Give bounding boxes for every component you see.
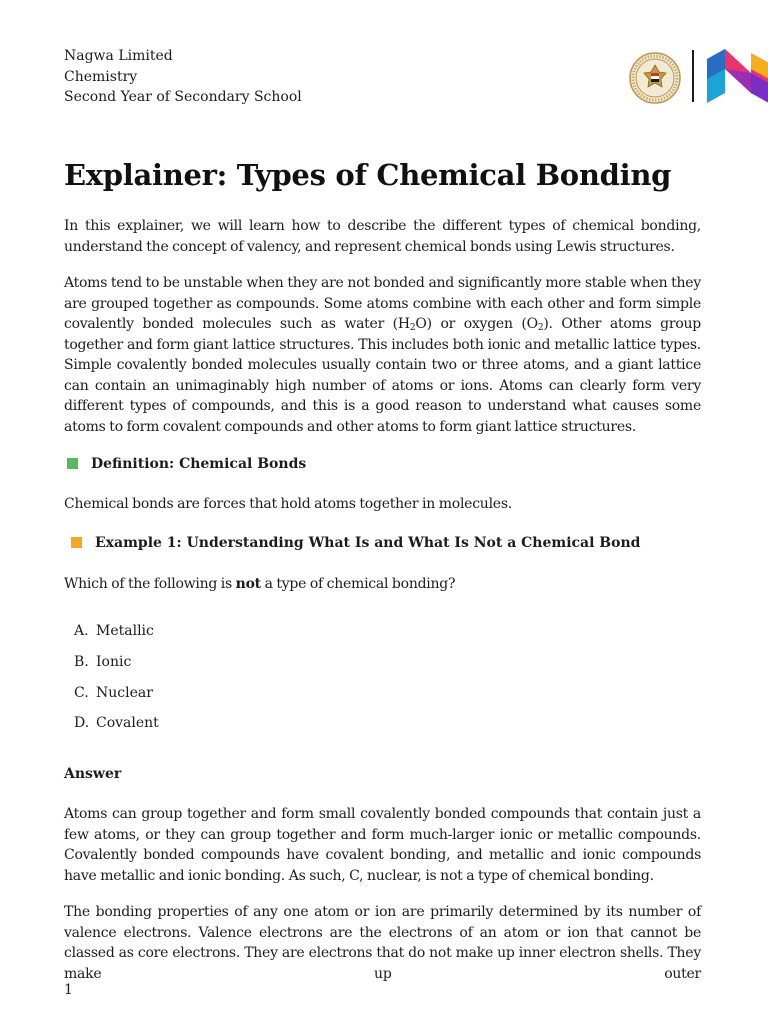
org-name: Nagwa Limited	[64, 48, 173, 64]
answer-heading: Answer	[64, 766, 122, 782]
answer-options	[74, 623, 159, 746]
example-heading: Example 1: Understanding What Is and What Is Not a Chemical Bond	[71, 535, 640, 551]
page-title: Explainer: Types of Chemical Bonding	[64, 158, 672, 192]
subject-name: Chemistry	[64, 68, 138, 85]
document-header	[64, 46, 302, 108]
definition-heading: Definition: Chemical Bonds	[67, 456, 306, 472]
option-a[interactable]: A. Metallic	[74, 623, 154, 639]
nagwa-logo-icon	[707, 49, 768, 103]
option-d[interactable]: D. Covalent	[74, 715, 159, 732]
logo-divider	[692, 50, 694, 102]
example-question: Which of the following is not a type of chemical bonding?	[64, 576, 456, 592]
page-number: 1	[64, 982, 73, 998]
definition-marker-icon	[67, 458, 78, 469]
example-marker-icon	[71, 537, 82, 548]
answer-paragraph-2: The bonding properties of any one atom or ion are primarily determined by its number of valence electrons. Valence electrons are the electrons of an atom or ion that cannot be classed as core electrons. They are electrons that do not make up inner electron shells. They make up outer	[64, 904, 701, 982]
header-logos	[629, 50, 768, 106]
answer-paragraph-1: Atoms can group together and form small covalently bonded compounds that contain just a few atoms, or they can group together and form much-larger ionic or metallic compounds. Covalently bonded compounds have covalent bonding, and metallic and ionic compounds have metallic and ionic bonding. As such, C, nuclear, is not a type of chemical bonding.	[64, 806, 701, 884]
ministry-seal-icon	[629, 52, 681, 104]
definition-text: Chemical bonds are forces that hold atoms together in molecules.	[64, 496, 512, 512]
option-c[interactable]: C. Nuclear	[74, 684, 153, 701]
intro-paragraph: In this explainer, we will learn how to describe the different types of chemical bonding, understand the concept of valency, and represent chemical bonds using Lewis structures.	[64, 218, 701, 255]
option-b[interactable]: B. Ionic	[74, 653, 132, 670]
atoms-paragraph: Atoms tend to be unstable when they are not bonded and significantly more stable when they are grouped together as compounds. Some atoms combine with each other and form simple covalently bonded molecules such as water $(H_2O)$ or oxygen $(O_2)$. Other atoms group together and form giant lattice structures. This includes both ionic and metallic lattice types. Simple covalently bonded molecules usually contain two or three atoms, and a giant lattice can contain an unimaginably high number of atoms or ions. Atoms can clearly form very different types of compounds, and this is a good reason to understand what causes some atoms to form covalent compounds and other atoms to form giant lattice structures.	[64, 275, 701, 435]
grade-level: Second Year of Secondary School	[64, 89, 302, 105]
